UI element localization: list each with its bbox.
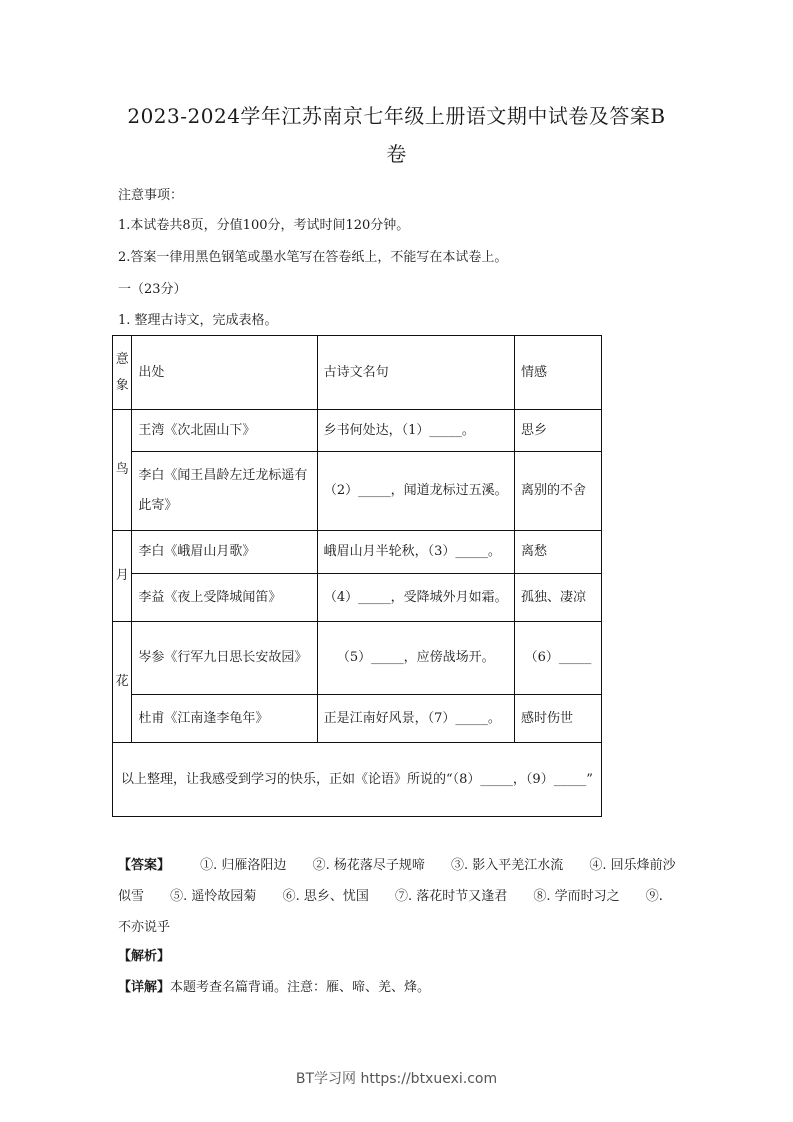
answer-item-2: ②. 杨花落尽子规啼 [312, 858, 425, 873]
answer-item-3: ③. 影入平羌江水流 [450, 858, 564, 873]
line-cell: 乡书何处达，（1）_____。 [317, 410, 514, 452]
emotion-cell: 离愁 [515, 531, 602, 574]
image-cell-bird: 鸟 [113, 410, 132, 531]
emotion-cell: （6）_____ [515, 622, 602, 695]
detail-label: 【详解】 [118, 980, 171, 995]
emotion-cell: 感时伤世 [515, 695, 602, 743]
document-title [60, 97, 733, 173]
answer-item-9: ⑨. 不亦说乎 [118, 889, 663, 935]
table-row [113, 622, 602, 695]
notice-item-2: 2.答案一律用黑色钢笔或墨水笔写在答卷纸上，不能写在本试卷上。 [118, 250, 508, 265]
title-line-2: 卷 [386, 142, 407, 166]
question-1: 1. 整理古诗文，完成表格。 [118, 313, 278, 328]
emotion-cell: 离别的不舍 [515, 452, 602, 531]
header-image: 意象 [113, 336, 132, 410]
source-cell: 岑参《行军九日思长安故园》 [132, 622, 317, 695]
table-row [113, 574, 602, 622]
table-row [113, 531, 602, 574]
line-cell: （4）_____，受降城外月如霜。 [317, 574, 514, 622]
source-cell: 杜甫《江南逢李龟年》 [132, 695, 317, 743]
table-row [113, 695, 602, 743]
header-emotion: 情感 [515, 336, 602, 410]
answer-item-5: ⑤. 遥怜故园菊 [170, 889, 257, 904]
answer-item-7: ⑦. 落花时节又逢君 [394, 889, 508, 904]
notice-heading: 注意事项： [118, 188, 184, 203]
answer-item-8: ⑧. 学而时习之 [533, 889, 620, 904]
header-line: 古诗文名句 [317, 336, 514, 410]
image-cell-moon: 月 [113, 531, 132, 622]
answer-item-1: ①. 归雁洛阳边 [200, 858, 287, 873]
table-footer-text: 以上整理，让我感受到学习的快乐，正如《论语》所说的“（8）_____，（9）_____” [113, 743, 602, 817]
header-source: 出处 [132, 336, 317, 410]
emotion-cell: 孤独、凄凉 [515, 574, 602, 622]
image-cell-flower: 花 [113, 622, 132, 743]
section-heading: 一（23分） [118, 282, 187, 297]
source-cell: 李益《夜上受降城闻笛》 [132, 574, 317, 622]
line-cell: 峨眉山月半轮秋，（3）_____。 [317, 531, 514, 574]
answer-item-6: ⑥. 思乡、忧国 [282, 889, 369, 904]
analysis-detail [118, 978, 430, 998]
title-line-1: 2023-2024学年江苏南京七年级上册语文期中试卷及答案B [127, 104, 666, 128]
line-cell: （5）_____，应傍战场开。 [317, 622, 514, 695]
watermark: BT学习网 https://btxuexi.com [295, 1071, 498, 1087]
answer-block [118, 850, 678, 943]
table-row [113, 410, 602, 452]
poem-table [112, 335, 602, 817]
table-row [113, 452, 602, 531]
notice-item-1: 1.本试卷共8页，分值100分，考试时间120分钟。 [118, 218, 410, 233]
answer-item-4: ④. 回乐烽前沙似雪 [118, 858, 676, 904]
table-header-row [113, 336, 602, 410]
emotion-cell: 思乡 [515, 410, 602, 452]
line-cell: （2）_____，闻道龙标过五溪。 [317, 452, 514, 531]
line-cell: 正是江南好风景，（7）_____。 [317, 695, 514, 743]
source-cell: 李白《峨眉山月歌》 [132, 531, 317, 574]
answer-label: 【答案】 [118, 858, 171, 873]
table-footer-row [113, 743, 602, 817]
source-cell: 王湾《次北固山下》 [132, 410, 317, 452]
analysis-label: 【解析】 [118, 949, 171, 964]
detail-text: 本题考查名篇背诵。注意：雁、啼、羌、烽。 [170, 980, 431, 995]
source-cell: 李白《闻王昌龄左迁龙标遥有此寄》 [132, 452, 317, 531]
